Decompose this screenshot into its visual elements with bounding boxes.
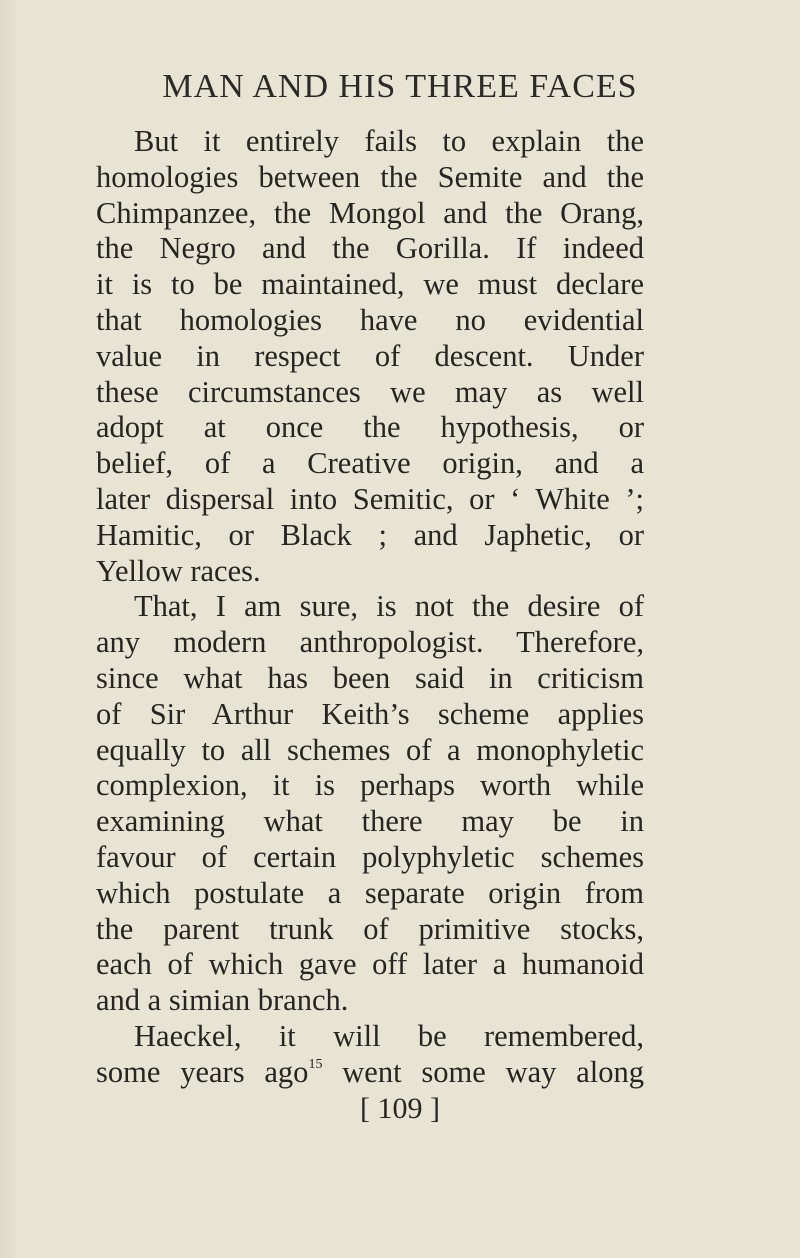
text-line: Chimpanzee, the Mongol and the Orang, <box>96 195 644 230</box>
text-fragment: went some way along <box>322 1054 644 1089</box>
body-text <box>96 124 644 1091</box>
text-line: value in respect of descent. Under <box>96 338 644 373</box>
running-head: MAN AND HIS THREE FACES <box>162 68 638 105</box>
text-line: Haeckel, it will be remembered, <box>134 1018 644 1053</box>
text-line: of Sir Arthur Keith’s scheme applies <box>96 696 644 731</box>
text-line: Yellow races. <box>96 553 261 588</box>
text-line: examining what there may be in <box>96 804 644 839</box>
text-line: and a simian branch. <box>96 983 349 1018</box>
text-line: equally to all schemes of a monophyletic <box>96 732 644 767</box>
text-line: later dispersal into Semitic, or ‘ White ’; <box>96 481 644 516</box>
text-line-with-footnote <box>96 1055 644 1091</box>
text-line: That, I am sure, is not the desire of <box>134 589 644 624</box>
text-line: But it entirely fails to explain the <box>134 124 644 158</box>
text-line: Hamitic, or Black ; and Japhetic, or <box>96 517 644 552</box>
text-line: the Negro and the Gorilla. If indeed <box>96 231 644 266</box>
text-line: homologies between the Semite and the <box>96 159 644 194</box>
paragraph-3 <box>96 1019 644 1091</box>
text-line: that homologies have no evidential <box>96 302 644 337</box>
text-line: it is to be maintained, we must declare <box>96 267 644 302</box>
paragraph-1 <box>96 124 644 589</box>
text-line: the parent trunk of primitive stocks, <box>96 911 644 946</box>
text-line: each of which gave off later a humanoid <box>96 947 644 982</box>
text-line: these circumstances we may as well <box>96 374 644 409</box>
text-line: since what has been said in criticism <box>96 660 644 695</box>
text-fragment: some years ago <box>96 1054 309 1089</box>
text-line: adopt at once the hypothesis, or <box>96 410 644 445</box>
text-line: belief, of a Creative origin, and a <box>96 446 644 481</box>
text-line: complexion, it is perhaps worth while <box>96 768 644 803</box>
text-line: any modern anthropologist. Therefore, <box>96 625 644 660</box>
text-line: which postulate a separate origin from <box>96 875 644 910</box>
text-line: favour of certain polyphyletic schemes <box>96 839 644 874</box>
footnote-marker: 15 <box>308 1056 323 1072</box>
page-number: [ 109 ] <box>360 1092 440 1125</box>
paragraph-2 <box>96 589 644 1019</box>
